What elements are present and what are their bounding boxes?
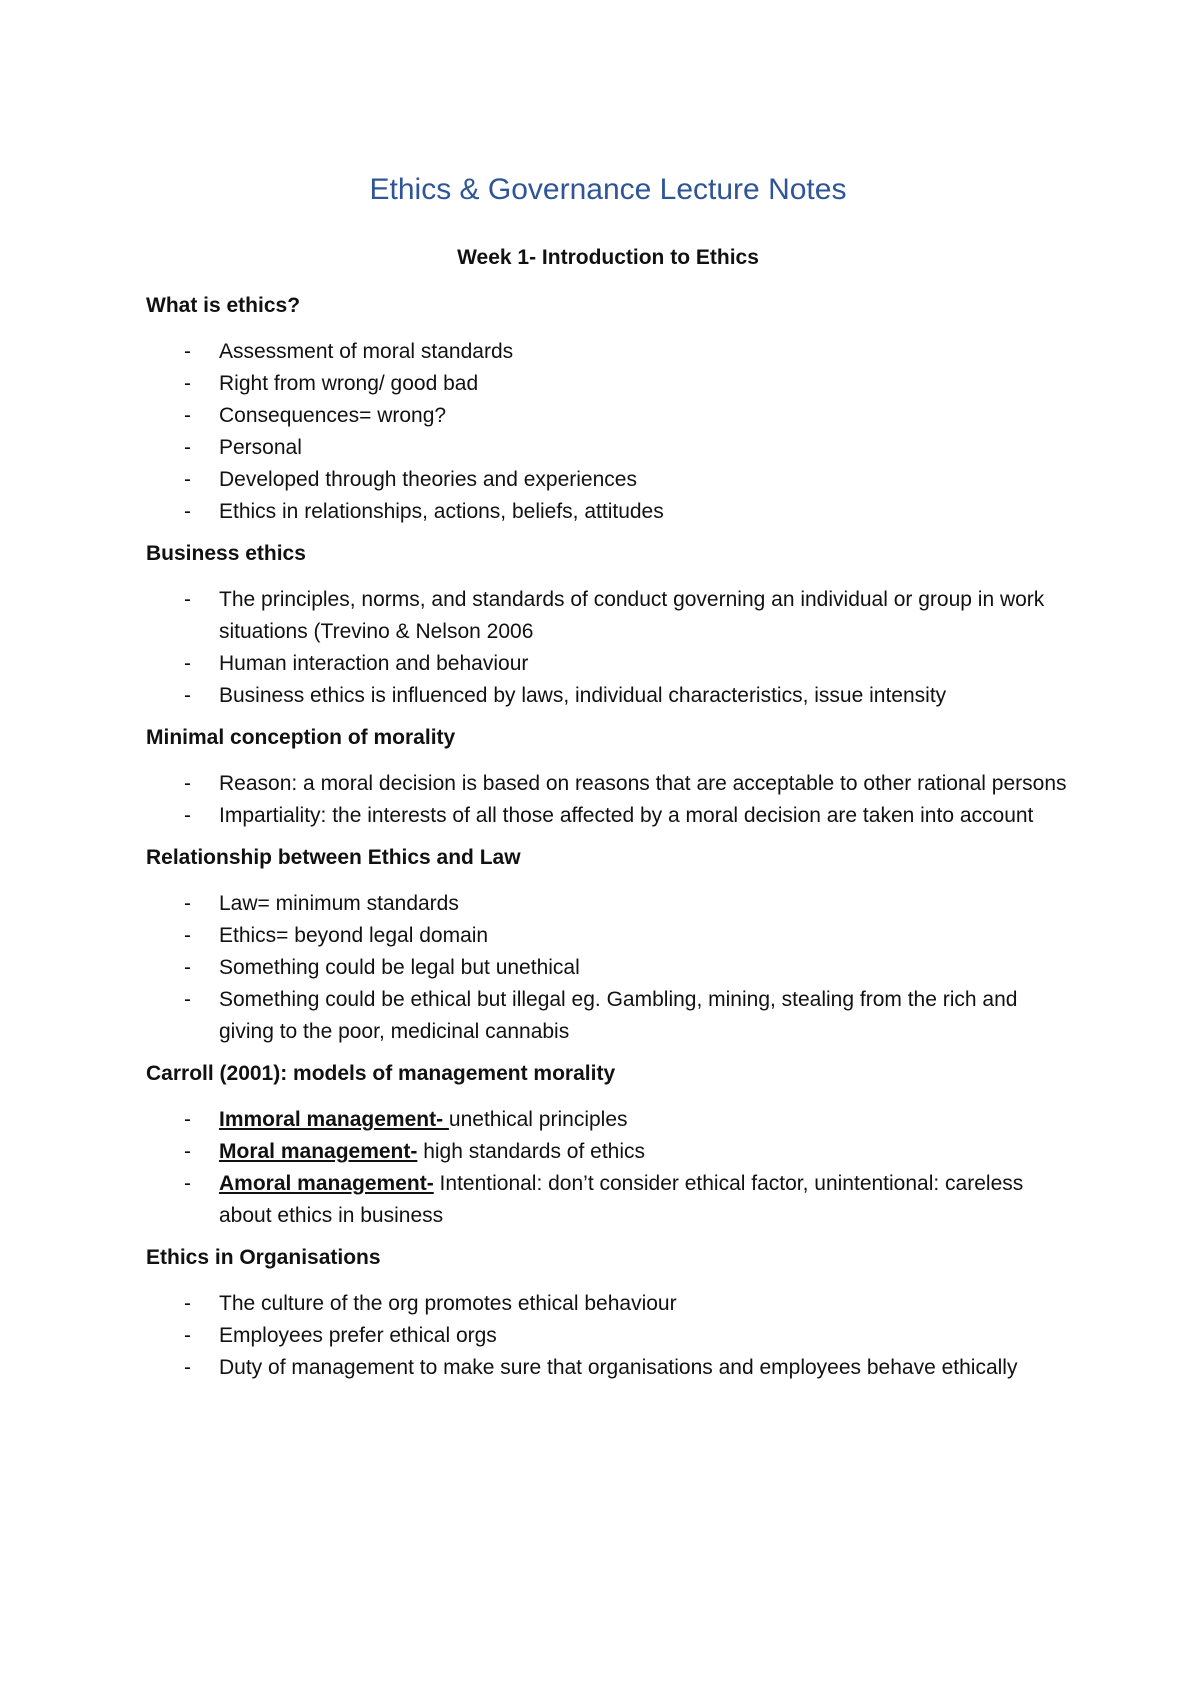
bullet-dash: - — [184, 1172, 191, 1195]
list-item-text: Impartiality: the interests of all those affected by a moral decision are taken into account — [219, 804, 1034, 827]
list-item-text: high standards of ethics — [417, 1140, 646, 1163]
list-item — [146, 584, 1070, 648]
list-item — [146, 1352, 1070, 1384]
bullet-dash: - — [184, 500, 191, 523]
bullet-list — [146, 1288, 1070, 1384]
list-item-text: The principles, norms, and standards of conduct governing an individual or group in work situations (Trevino & Nelson 2006 — [219, 588, 1045, 643]
bullet-dash: - — [184, 1108, 191, 1131]
bullet-dash: - — [184, 372, 191, 395]
bullet-list — [146, 1104, 1070, 1232]
bullet-dash: - — [184, 956, 191, 979]
list-item-text: Something could be ethical but illegal eg. Gambling, mining, stealing from the rich and giving to the poor, medicinal cannabis — [219, 988, 1018, 1043]
list-item — [146, 1320, 1070, 1352]
list-item-text: Employees prefer ethical orgs — [219, 1324, 497, 1347]
section-heading: Ethics in Organisations — [146, 1246, 381, 1269]
bullet-dash: - — [184, 468, 191, 491]
list-item-text: unethical principles — [448, 1108, 628, 1131]
bullet-dash: - — [184, 1292, 191, 1315]
section-heading: Relationship between Ethics and Law — [146, 846, 521, 869]
section-heading: Minimal conception of morality — [146, 726, 456, 749]
bullet-dash: - — [184, 404, 191, 427]
list-item-term: Immoral management- — [219, 1108, 449, 1131]
list-item-text: Intentional: don’t consider ethical factor, unintentional: careless about ethics in business — [219, 1172, 1024, 1227]
list-item — [146, 1104, 1070, 1136]
section-what-is-ethics — [146, 292, 1070, 528]
list-item — [146, 800, 1070, 832]
bullet-dash: - — [184, 340, 191, 363]
list-item-text: Human interaction and behaviour — [219, 652, 529, 675]
bullet-dash: - — [184, 1356, 191, 1379]
list-item — [146, 400, 1070, 432]
list-item — [146, 1288, 1070, 1320]
section-heading: What is ethics? — [146, 294, 301, 317]
section-heading: Business ethics — [146, 542, 306, 565]
list-item-text: Reason: a moral decision is based on reasons that are acceptable to other rational persons — [219, 772, 1067, 795]
list-item-text: Personal — [219, 436, 302, 459]
bullet-dash: - — [184, 988, 191, 1011]
bullet-list — [146, 336, 1070, 528]
list-item — [146, 984, 1070, 1048]
bullet-dash: - — [184, 652, 191, 675]
section-heading: Carroll (2001): models of management morality — [146, 1062, 616, 1085]
bullet-dash: - — [184, 588, 191, 611]
list-item-text: Business ethics is influenced by laws, individual characteristics, issue intensity — [219, 684, 947, 707]
list-item-text: Right from wrong/ good bad — [219, 372, 479, 395]
bullet-list — [146, 888, 1070, 1048]
section-ethics-and-law — [146, 844, 1070, 1048]
list-item-term: Moral management- — [219, 1140, 418, 1163]
list-item — [146, 952, 1070, 984]
section-management-morality — [146, 1060, 1070, 1232]
list-item-text: Law= minimum standards — [219, 892, 459, 915]
document-title: Ethics & Governance Lecture Notes — [369, 173, 847, 206]
bullet-list — [146, 768, 1070, 832]
list-item — [146, 1168, 1070, 1232]
list-item — [146, 768, 1070, 800]
bullet-dash: - — [184, 1140, 191, 1163]
bullet-dash: - — [184, 436, 191, 459]
list-item-text: Ethics= beyond legal domain — [219, 924, 489, 947]
list-item — [146, 1136, 1070, 1168]
section-minimal-conception — [146, 724, 1070, 832]
list-item — [146, 496, 1070, 528]
list-item — [146, 888, 1070, 920]
section-business-ethics — [146, 540, 1070, 712]
bullet-list — [146, 584, 1070, 712]
bullet-dash: - — [184, 1324, 191, 1347]
list-item-text: Something could be legal but unethical — [219, 956, 580, 979]
bullet-dash: - — [184, 892, 191, 915]
list-item — [146, 336, 1070, 368]
list-item-text: Assessment of moral standards — [219, 340, 514, 363]
bullet-dash: - — [184, 924, 191, 947]
list-item-text: The culture of the org promotes ethical behaviour — [219, 1292, 677, 1315]
list-item-term: Amoral management- — [219, 1172, 434, 1195]
list-item-text: Developed through theories and experiences — [219, 468, 637, 491]
bullet-dash: - — [184, 684, 191, 707]
list-item — [146, 464, 1070, 496]
bullet-dash: - — [184, 772, 191, 795]
list-item-text: Consequences= wrong? — [219, 404, 447, 427]
list-item — [146, 648, 1070, 680]
list-item — [146, 680, 1070, 712]
list-item — [146, 432, 1070, 464]
list-item-text: Duty of management to make sure that organisations and employees behave ethically — [219, 1356, 1018, 1379]
section-ethics-in-organisations — [146, 1244, 1070, 1384]
list-item — [146, 368, 1070, 400]
bullet-dash: - — [184, 804, 191, 827]
week-title: Week 1- Introduction to Ethics — [457, 246, 759, 269]
list-item — [146, 920, 1070, 952]
list-item-text: Ethics in relationships, actions, beliefs, attitudes — [219, 500, 664, 523]
